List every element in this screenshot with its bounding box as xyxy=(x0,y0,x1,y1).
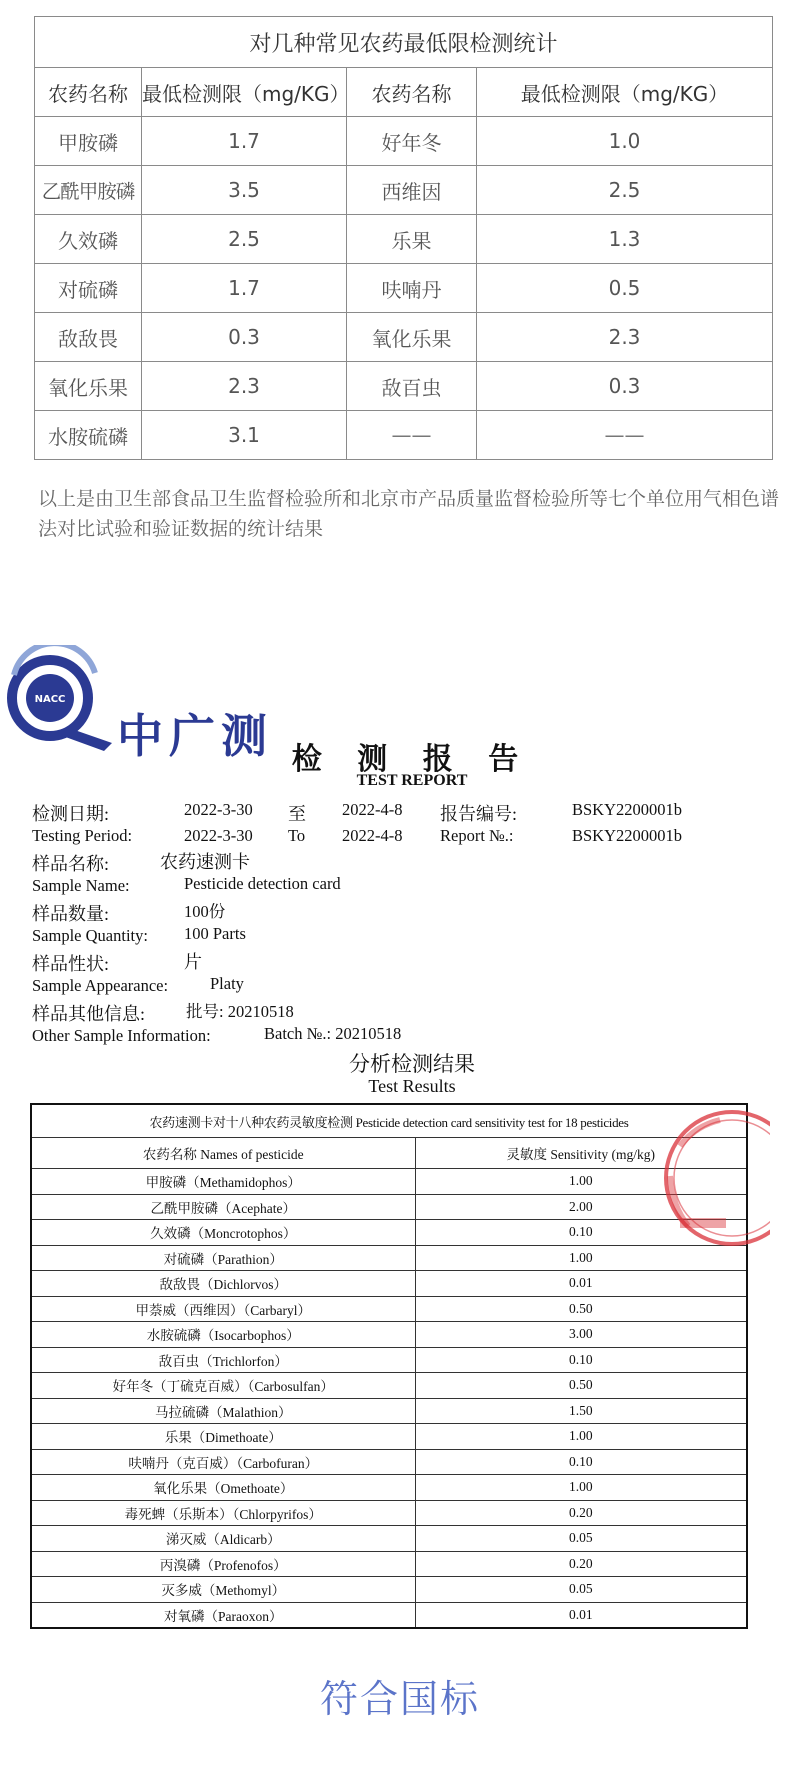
logo-badge: NACC xyxy=(34,694,66,705)
sensitivity-value-cell: 1.00 xyxy=(415,1424,747,1450)
period-from-en: 2022-3-30 xyxy=(184,826,253,845)
results-heading-en: Test Results xyxy=(368,1076,456,1096)
table-cell: 2.5 xyxy=(477,166,773,215)
table-cell: 乐果 xyxy=(347,215,477,264)
pesticide-name-cell: 敌百虫（Trichlorfon） xyxy=(31,1347,415,1373)
sensitivity-value-cell: 0.01 xyxy=(415,1271,747,1297)
sensitivity-value-cell: 0.20 xyxy=(415,1500,747,1526)
pesticide-name-cell: 呋喃丹（克百威）（Carbofuran） xyxy=(31,1449,415,1475)
period-to-cn: 2022-4-8 xyxy=(342,800,403,819)
period-from-cn: 2022-3-30 xyxy=(184,800,253,819)
table-cell: 呋喃丹 xyxy=(347,264,477,313)
pesticide-limit-table xyxy=(34,16,773,460)
table-cell: 1.0 xyxy=(477,117,773,166)
table-cell: 2.3 xyxy=(142,362,347,411)
period-label-cn: 检测日期: xyxy=(32,804,110,824)
source-note: 以上是由卫生部食品卫生监督检验所和北京市产品质量监督检验所等七个单位用气相色谱法对比试验和验证数据的统计结果 xyxy=(38,488,780,540)
results-heading-cn: 分析检测结果 xyxy=(349,1052,475,1076)
report-no-label-cn: 报告编号: xyxy=(440,804,518,824)
inspection-seal-icon xyxy=(640,1106,770,1276)
column-header: 最低检测限（mg/KG） xyxy=(142,68,347,117)
table-cell: 1.7 xyxy=(142,264,347,313)
sample-name-en: Pesticide detection card xyxy=(184,874,341,893)
table-row xyxy=(35,411,773,460)
batch-cn: 批号: 20210518 xyxy=(186,1002,294,1021)
results-row xyxy=(31,1322,747,1348)
table-cell: 0.3 xyxy=(142,313,347,362)
sensitivity-value-cell: 0.01 xyxy=(415,1602,747,1628)
other-info-label-en: Other Sample Information: xyxy=(32,1026,211,1045)
to-label-en: To xyxy=(288,826,306,845)
results-row xyxy=(31,1424,747,1450)
table-cell: 对硫磷 xyxy=(35,264,142,313)
column-header: 农药名称 xyxy=(35,68,142,117)
table-row xyxy=(35,313,773,362)
logo-name: 中广测 xyxy=(117,709,273,763)
table-cell: 2.5 xyxy=(142,215,347,264)
to-label-cn: 至 xyxy=(288,804,306,824)
sensitivity-value-cell: 0.05 xyxy=(415,1526,747,1552)
results-row xyxy=(31,1602,747,1628)
sensitivity-value-cell: 1.00 xyxy=(415,1169,747,1195)
pesticide-name-cell: 甲萘威（西维因）（Carbaryl） xyxy=(31,1296,415,1322)
pesticide-name-cell: 久效磷（Moncrotophos） xyxy=(31,1220,415,1246)
table-cell: —— xyxy=(477,411,773,460)
table-header-row xyxy=(35,68,773,117)
pesticide-name-cell: 丙溴磷（Profenofos） xyxy=(31,1551,415,1577)
results-row xyxy=(31,1577,747,1603)
pesticide-name-cell: 对硫磷（Parathion） xyxy=(31,1245,415,1271)
results-row xyxy=(31,1500,747,1526)
table-cell: 水胺硫磷 xyxy=(35,411,142,460)
other-info-label-cn: 样品其他信息: xyxy=(32,1004,146,1024)
pesticide-name-cell: 毒死蜱（乐斯本）（Chlorpyrifos） xyxy=(31,1500,415,1526)
pesticide-name-cell: 敌敌畏（Dichlorvos） xyxy=(31,1271,415,1297)
table-cell: 甲胺磷 xyxy=(35,117,142,166)
report-no-en: BSKY2200001b xyxy=(572,826,683,845)
pesticide-name-cell: 氧化乐果（Omethoate） xyxy=(31,1475,415,1501)
sample-name-label-en: Sample Name: xyxy=(32,876,130,895)
pesticide-name-cell: 马拉硫磷（Malathion） xyxy=(31,1398,415,1424)
table-cell: 氧化乐果 xyxy=(347,313,477,362)
table-cell: 西维因 xyxy=(347,166,477,215)
column-header: 农药名称 xyxy=(347,68,477,117)
results-row xyxy=(31,1296,747,1322)
compliance-footer: 符合国标 xyxy=(319,1677,480,1721)
quantity-cn: 100份 xyxy=(184,902,226,921)
results-row xyxy=(31,1526,747,1552)
sensitivity-value-cell: 0.50 xyxy=(415,1373,747,1399)
sensitivity-value-cell: 0.50 xyxy=(415,1296,747,1322)
period-to-en: 2022-4-8 xyxy=(342,826,403,845)
pesticide-name-cell: 乐果（Dimethoate） xyxy=(31,1424,415,1450)
batch-en: Batch №.: 20210518 xyxy=(264,1024,402,1043)
table-row xyxy=(35,362,773,411)
sample-name-cn: 农药速测卡 xyxy=(160,852,250,872)
table-cell: 2.3 xyxy=(477,313,773,362)
report-no-label-en: Report №.: xyxy=(440,826,514,845)
pesticide-name-cell: 涕灭威（Aldicarb） xyxy=(31,1526,415,1552)
results-row xyxy=(31,1449,747,1475)
pesticide-name-cell: 对氧磷（Paraoxon） xyxy=(31,1602,415,1628)
table-cell: 敌敌畏 xyxy=(35,313,142,362)
report-no-cn: BSKY2200001b xyxy=(572,800,683,819)
quantity-label-cn: 样品数量: xyxy=(32,904,110,924)
table-row xyxy=(35,166,773,215)
table-cell: 0.3 xyxy=(477,362,773,411)
pesticide-name-cell: 水胺硫磷（Isocarbophos） xyxy=(31,1322,415,1348)
period-label-en: Testing Period: xyxy=(32,826,133,845)
table-cell: 3.5 xyxy=(142,166,347,215)
sensitivity-value-cell: 1.00 xyxy=(415,1245,747,1271)
results-caption: 农药速测卡对十八种农药灵敏度检测 Pesticide detection card sensitivity test for 18 pesticides xyxy=(31,1104,747,1138)
table-cell: 敌百虫 xyxy=(347,362,477,411)
sample-name-label-cn: 样品名称: xyxy=(32,854,110,874)
table-cell: 3.1 xyxy=(142,411,347,460)
sensitivity-value-cell: 0.05 xyxy=(415,1577,747,1603)
table-caption: 对几种常见农药最低限检测统计 xyxy=(35,17,773,68)
sensitivity-value-cell: 0.10 xyxy=(415,1220,747,1246)
results-row xyxy=(31,1475,747,1501)
table-cell: 1.3 xyxy=(477,215,773,264)
results-row xyxy=(31,1398,747,1424)
table-cell: 好年冬 xyxy=(347,117,477,166)
sensitivity-value-cell: 0.10 xyxy=(415,1449,747,1475)
results-row xyxy=(31,1347,747,1373)
appearance-en: Platy xyxy=(210,974,244,993)
appearance-label-cn: 样品性状: xyxy=(32,954,110,974)
table-cell: —— xyxy=(347,411,477,460)
sensitivity-value-cell: 1.50 xyxy=(415,1398,747,1424)
results-row xyxy=(31,1373,747,1399)
sensitivity-value-cell: 0.20 xyxy=(415,1551,747,1577)
sensitivity-value-cell: 2.00 xyxy=(415,1194,747,1220)
table-row xyxy=(35,264,773,313)
table-cell: 氧化乐果 xyxy=(35,362,142,411)
table-cell: 乙酰甲胺磷 xyxy=(35,166,142,215)
column-header: 农药名称 Names of pesticide xyxy=(31,1138,415,1169)
report-title: 检 测 报 告 xyxy=(291,743,533,776)
column-header: 最低检测限（mg/KG） xyxy=(477,68,773,117)
table-cell: 久效磷 xyxy=(35,215,142,264)
table-row xyxy=(35,215,773,264)
pesticide-name-cell: 灭多威（Methomyl） xyxy=(31,1577,415,1603)
pesticide-name-cell: 好年冬（丁硫克百威）（Carbosulfan） xyxy=(31,1373,415,1399)
table-cell: 1.7 xyxy=(142,117,347,166)
sensitivity-value-cell: 3.00 xyxy=(415,1322,747,1348)
column-header: 灵敏度 Sensitivity (mg/kg) xyxy=(415,1138,747,1169)
table-caption-row xyxy=(35,17,773,68)
report-subtitle: TEST REPORT xyxy=(356,772,468,789)
appearance-cn: 片 xyxy=(184,952,202,972)
pesticide-name-cell: 甲胺磷（Methamidophos） xyxy=(31,1169,415,1195)
pesticide-name-cell: 乙酰甲胺磷（Acephate） xyxy=(31,1194,415,1220)
results-row xyxy=(31,1551,747,1577)
table-cell: 0.5 xyxy=(477,264,773,313)
table-row xyxy=(35,117,773,166)
sensitivity-value-cell: 0.10 xyxy=(415,1347,747,1373)
appearance-label-en: Sample Appearance: xyxy=(32,976,169,995)
quantity-en: 100 Parts xyxy=(184,924,246,943)
quantity-label-en: Sample Quantity: xyxy=(32,926,148,945)
sensitivity-value-cell: 1.00 xyxy=(415,1475,747,1501)
